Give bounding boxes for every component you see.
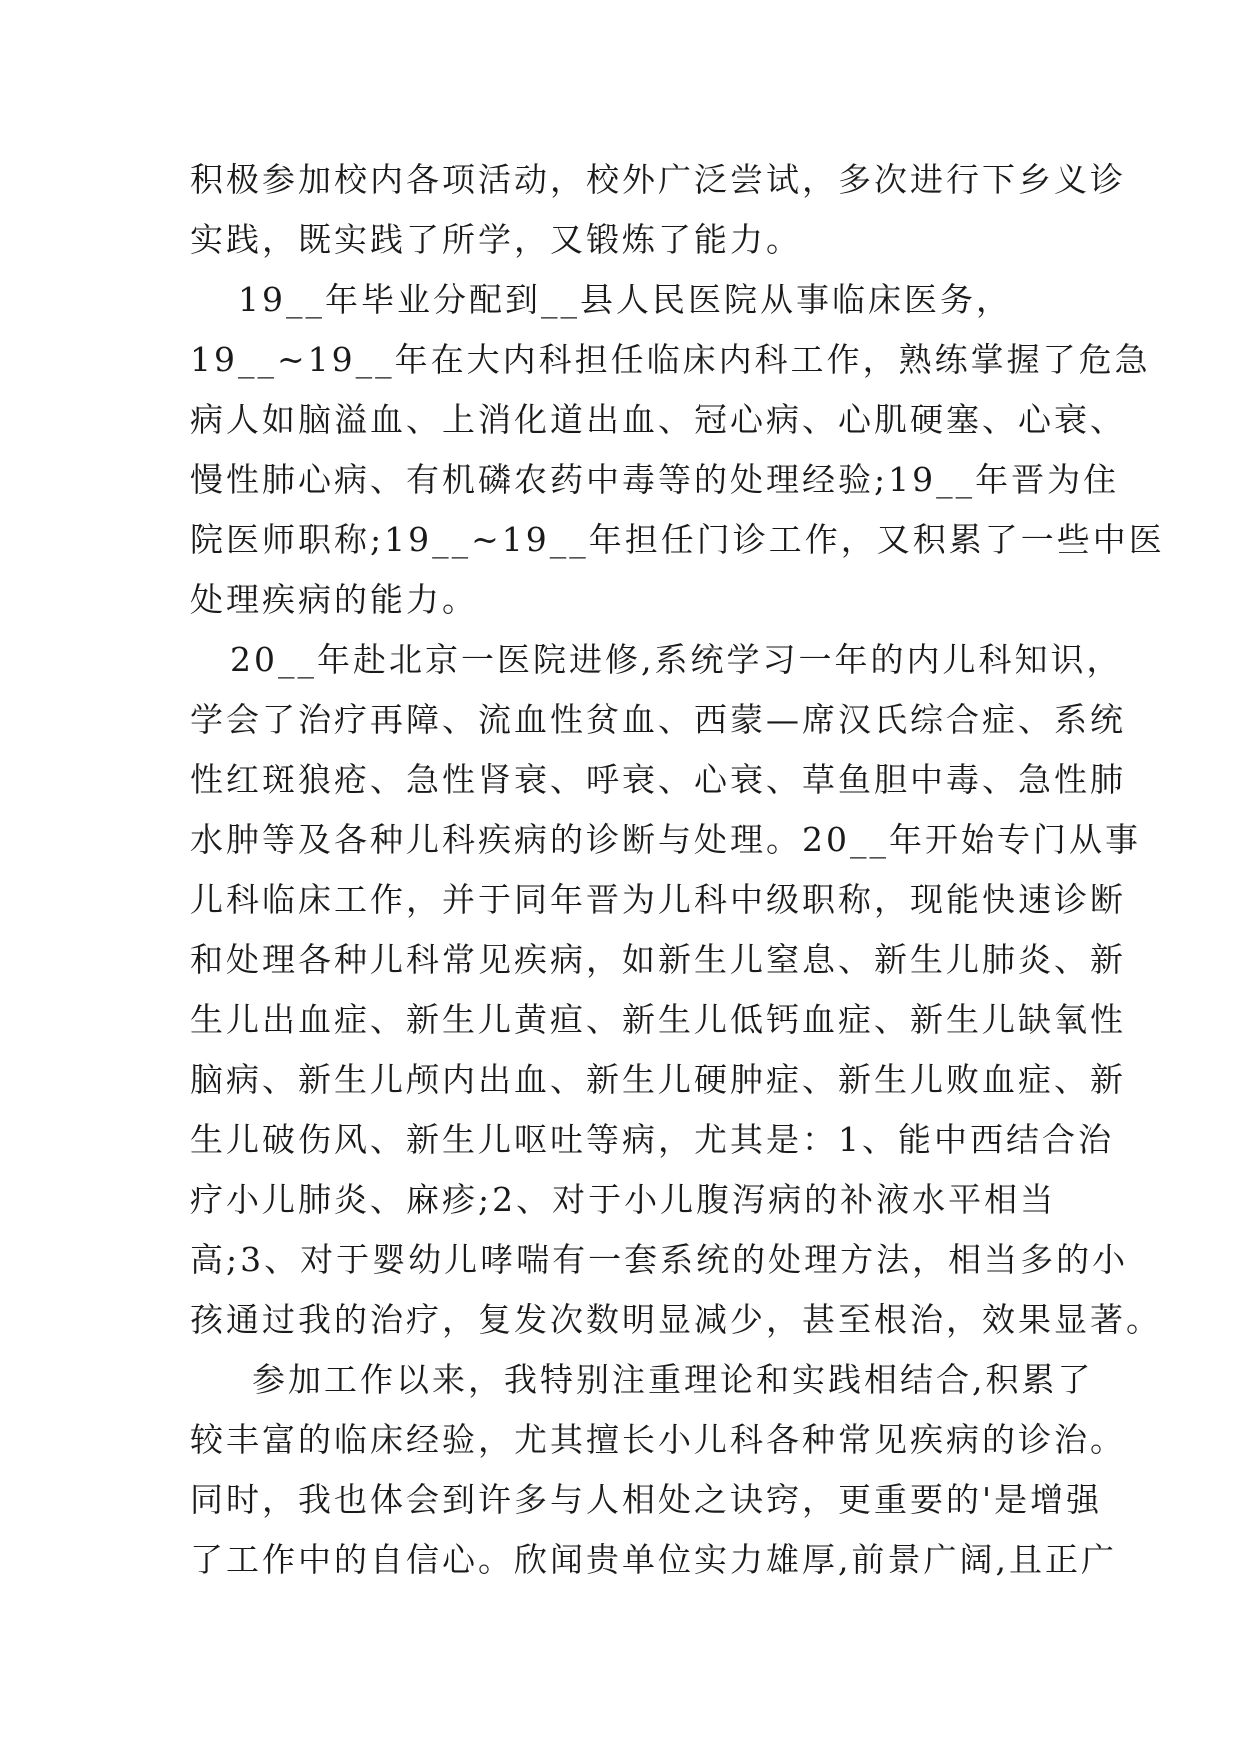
text-line: 高;3、对于婴幼儿哮喘有一套系统的处理方法，相当多的小 [190, 1240, 1129, 1279]
text-line: 性红斑狼疮、急性肾衰、呼衰、心衰、草鱼胆中毒、急性肺 [190, 760, 1126, 799]
text-line: 水肿等及各种儿科疾病的诊断与处理。20__年开始专门从事 [190, 820, 1141, 859]
text-line: 了工作中的自信心。欣闻贵单位实力雄厚,前景广阔,且正广 [190, 1540, 1117, 1579]
text-line: 院医师职称;19__~19__年担任门诊工作，又积累了一些中医 [190, 520, 1165, 559]
text-line: 儿科临床工作，并于同年晋为儿科中级职称，现能快速诊断 [190, 880, 1126, 919]
paragraph-start-line: 19__年毕业分配到__县人民医院从事临床医务， [238, 280, 1012, 319]
text-line: 疗小儿肺炎、麻疹;2、对于小儿腹泻病的补液水平相当 [190, 1180, 1057, 1219]
text-line: 实践，既实践了所学，又锻炼了能力。 [190, 220, 802, 259]
text-line: 病人如脑溢血、上消化道出血、冠心病、心肌硬塞、心衰、 [190, 400, 1126, 439]
text-line: 较丰富的临床经验，尤其擅长小儿科各种常见疾病的诊治。 [190, 1420, 1126, 1459]
text-line: 慢性肺心病、有机磷农药中毒等的处理经验;19__年晋为住 [190, 460, 1120, 499]
text-line: 处理疾病的能力。 [190, 580, 478, 619]
text-line: 同时，我也体会到许多与人相处之诀窍，更重要的'是增强 [190, 1480, 1103, 1519]
body-text [190, 150, 1165, 1590]
text-line: 积极参加校内各项活动，校外广泛尝试，多次进行下乡义诊 [190, 160, 1126, 199]
text-line: 19__~19__年在大内科担任临床内科工作，熟练掌握了危急 [190, 340, 1151, 379]
text-line: 生儿出血症、新生儿黄疸、新生儿低钙血症、新生儿缺氧性 [190, 1000, 1126, 1039]
paragraph-start-line: 20__年赴北京一医院进修,系统学习一年的内儿科知识， [230, 640, 1123, 679]
text-line: 孩通过我的治疗，复发次数明显减少，甚至根治，效果显著。 [190, 1300, 1162, 1339]
text-line: 脑病、新生儿颅内出血、新生儿硬肿症、新生儿败血症、新 [190, 1060, 1126, 1099]
text-line: 学会了治疗再障、流血性贫血、西蒙—席汉氏综合症、系统 [190, 700, 1126, 739]
text-line: 和处理各种儿科常见疾病，如新生儿窒息、新生儿肺炎、新 [190, 940, 1126, 979]
text-line: 生儿破伤风、新生儿呕吐等病，尤其是：1、能中西结合治 [190, 1120, 1114, 1159]
paragraph-start-line: 参加工作以来，我特别注重理论和实践相结合,积累了 [252, 1360, 1094, 1399]
